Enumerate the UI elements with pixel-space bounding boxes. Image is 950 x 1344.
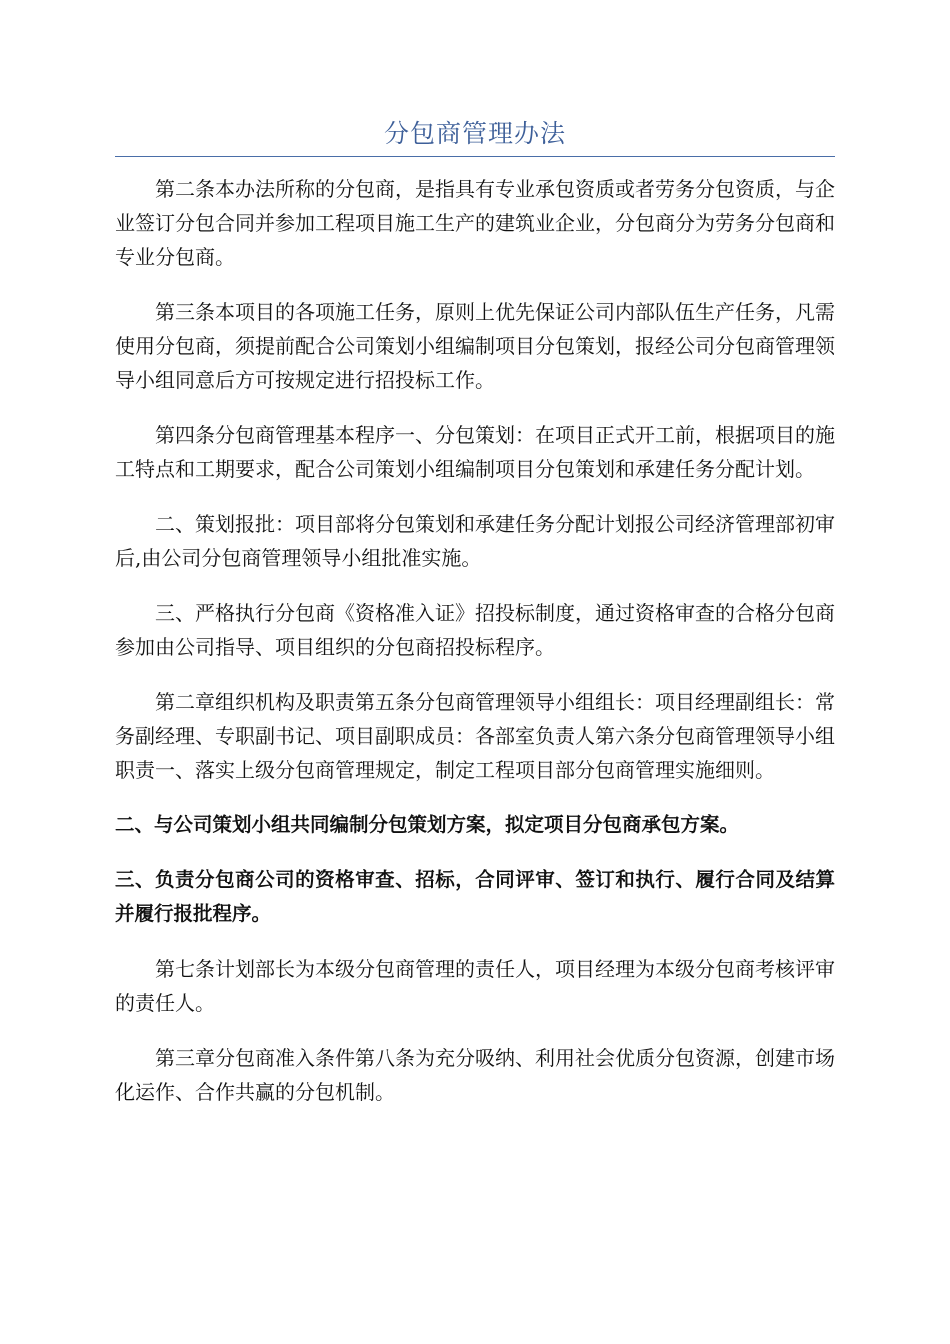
paragraph-chapter-2: 第二章组织机构及职责第五条分包商管理领导小组组长：项目经理副组长：常务副经理、专职副书记、项目副职成员：各部室负责人第六条分包商管理领导小组职责一、落实上级分包商管理规定，制定工程项目部分包商管理实施细则。 — [115, 690, 835, 782]
paragraph-article-7: 第七条计划部长为本级分包商管理的责任人，项目经理为本级分包商考核评审的责任人。 — [115, 957, 835, 1015]
paragraph-bold-planning: 二、与公司策划小组共同编制分包策划方案，拟定项目分包商承包方案。 — [115, 813, 740, 836]
document-body — [115, 172, 835, 1130]
paragraph-plan-approval: 二、策划报批：项目部将分包策划和承建任务分配计划报公司经济管理部初审后,由公司分包商管理领导小组批准实施。 — [115, 512, 835, 570]
document-title: 分包商管理办法 — [383, 119, 566, 148]
title-block — [115, 112, 835, 157]
paragraph-qualification: 三、严格执行分包商《资格准入证》招投标制度，通过资格审查的合格分包商参加由公司指导、项目组织的分包商招投标程序。 — [115, 601, 835, 659]
paragraph-chapter-3: 第三章分包商准入条件第八条为充分吸纳、利用社会优质分包资源，创建市场化运作、合作共赢的分包机制。 — [115, 1046, 835, 1104]
paragraph-article-4: 第四条分包商管理基本程序一、分包策划：在项目正式开工前，根据项目的施工特点和工期要求，配合公司策划小组编制项目分包策划和承建任务分配计划。 — [115, 423, 835, 481]
paragraph-bold-review: 三、负责分包商公司的资格审查、招标，合同评审、签订和执行、履行合同及结算并履行报批程序。 — [115, 868, 835, 925]
paragraph-article-2: 第二条本办法所称的分包商，是指具有专业承包资质或者劳务分包资质，与企业签订分包合同并参加工程项目施工生产的建筑业企业，分包商分为劳务分包商和专业分包商。 — [115, 177, 835, 269]
paragraph-article-3: 第三条本项目的各项施工任务，原则上优先保证公司内部队伍生产任务，凡需使用分包商，须提前配合公司策划小组编制项目分包策划，报经公司分包商管理领导小组同意后方可按规定进行招投标工作。 — [115, 300, 835, 392]
